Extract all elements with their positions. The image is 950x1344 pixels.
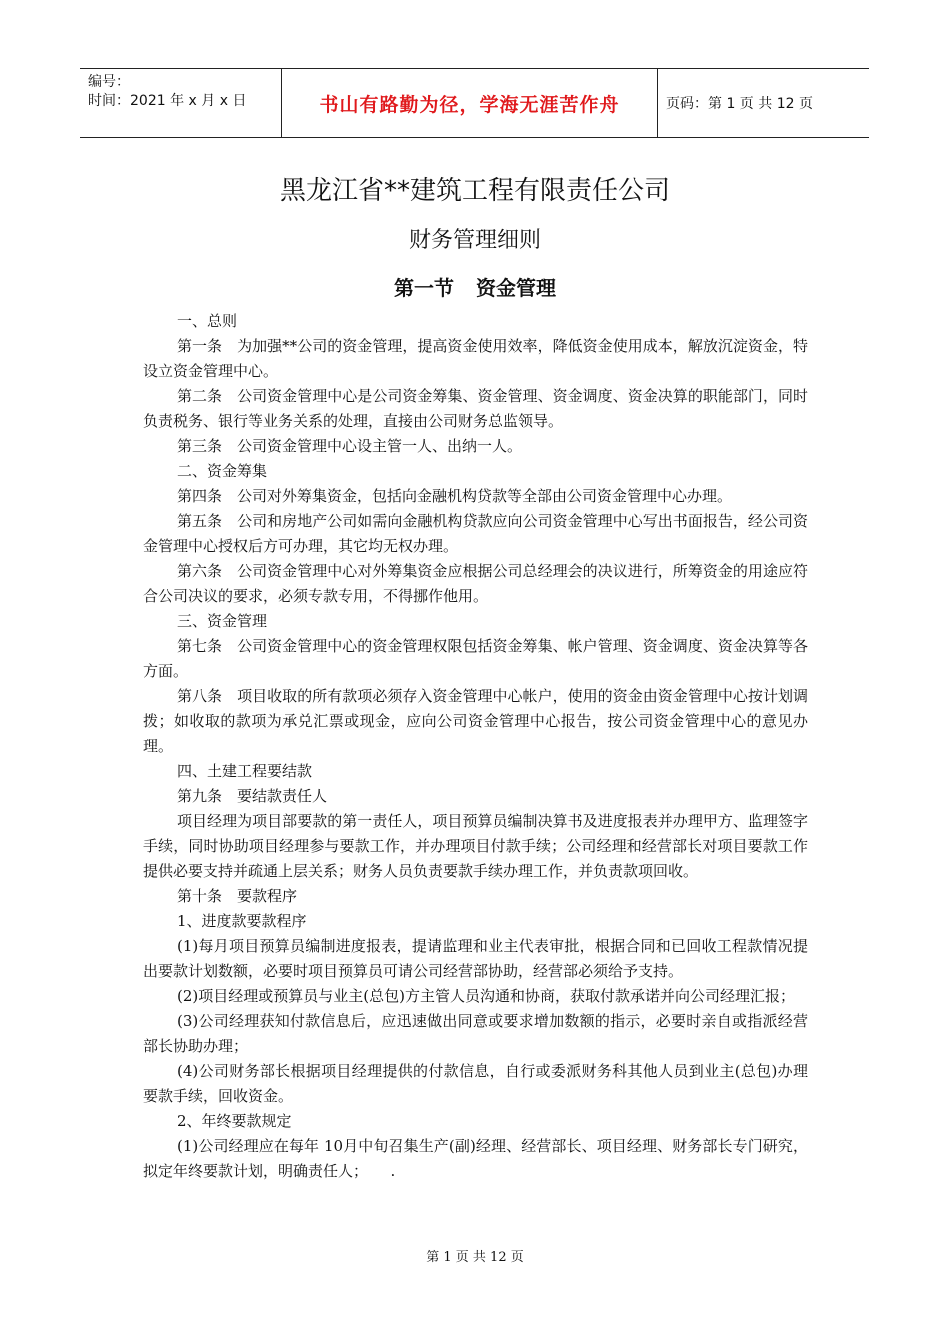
paragraph: 第一条 为加强**公司的资金管理，提高资金使用效率，降低资金使用成本，解放沉淀资金，特设立资金管理中心。 <box>143 337 808 380</box>
paragraph: (1)每月项目预算员编制进度报表，提请监理和业主代表审批，根据合同和已回收工程款情况提出要款计划数额，必要时项目预算员可请公司经营部协助，经营部必须给予支持。 <box>143 937 808 980</box>
header-meta <box>80 69 281 137</box>
paragraph: 第三条 公司资金管理中心设主管一人、出纳一人。 <box>177 437 523 455</box>
section-name: 资金管理 <box>476 276 556 300</box>
paragraph: (2)项目经理或预算员与业主(总包)方主管人员沟通和协商，获取付款承诺并向公司经理汇报； <box>177 987 795 1005</box>
paragraph: 2、年终要款规定 <box>177 1112 292 1130</box>
paragraph: 第四条 公司对外筹集资金，包括向金融机构贷款等全部由公司资金管理中心办理。 <box>177 487 733 505</box>
paragraph: 三、资金管理 <box>177 612 268 630</box>
paragraph: 第十条 要款程序 <box>177 887 298 905</box>
paragraph: (3)公司经理获知付款信息后，应迅速做出同意或要求增加数额的指示，必要时亲自或指派经营部长协助办理； <box>143 1012 808 1055</box>
section-number: 第一节 <box>394 276 454 300</box>
document-title: 财务管理细则 <box>408 228 541 253</box>
paragraph: 一、总则 <box>177 312 238 330</box>
paragraph: 第八条 项目收取的所有款项必须存入资金管理中心帐户，使用的资金由资金管理中心按计划调拨；如收取的款项为承兑汇票或现金，应向公司资金管理中心报告，按公司资金管理中心的意见办理。 <box>143 687 808 755</box>
paragraph: 第七条 公司资金管理中心的资金管理权限包括资金筹集、帐户管理、资金调度、资金决算等各方面。 <box>143 637 808 680</box>
paragraph: 1、进度款要款程序 <box>177 912 307 930</box>
paragraph: 项目经理为项目部要款的第一责任人，项目预算员编制决算书及进度报表并办理甲方、监理签字手续，同时协助项目经理参与要款工作，并办理项目付款手续；公司经理和经营部长对项目要款工作提供必要支持并疏通上层关系；财务人员负责要款手续办理工作，并负责款项回收。 <box>143 812 808 880</box>
header-motto: 书山有路勤为径，学海无涯苦作舟 <box>281 69 658 137</box>
page-header <box>80 68 869 138</box>
paragraph: (1)公司经理应在每年 10月中旬召集生产(副)经理、经营部长、项目经理、财务部长专门研究，拟定年终要款计划，明确责任人； . <box>143 1137 808 1180</box>
page-footer: 第 1 页 共 12 页 <box>426 1250 524 1265</box>
document-date: 时间：2021 年 x 月 x 日 <box>88 93 247 109</box>
document-number-label: 编号： <box>88 74 130 90</box>
document-body <box>143 309 808 1184</box>
paragraph: 二、资金筹集 <box>177 462 268 480</box>
paragraph: 第二条 公司资金管理中心是公司资金筹集、资金管理、资金调度、资金决算的职能部门，同时负责税务、银行等业务关系的处理，直接由公司财务总监领导。 <box>143 387 808 430</box>
company-title: 黑龙江省**建筑工程有限责任公司 <box>279 176 670 206</box>
paragraph: 四、土建工程要结款 <box>177 762 313 780</box>
paragraph: 第六条 公司资金管理中心对外筹集资金应根据公司总经理会的决议进行，所筹资金的用途应符合公司决议的要求，必须专款专用，不得挪作他用。 <box>143 562 808 605</box>
header-page-info: 页码：第 1 页 共 12 页 <box>666 96 813 112</box>
section-title <box>0 272 950 301</box>
paragraph: 第五条 公司和房地产公司如需向金融机构贷款应向公司资金管理中心写出书面报告，经公司资金管理中心授权后方可办理，其它均无权办理。 <box>143 512 808 555</box>
paragraph: (4)公司财务部长根据项目经理提供的付款信息，自行或委派财务科其他人员到业主(总包)办理要款手续，回收资金。 <box>143 1062 808 1105</box>
paragraph: 第九条 要结款责任人 <box>177 787 328 805</box>
